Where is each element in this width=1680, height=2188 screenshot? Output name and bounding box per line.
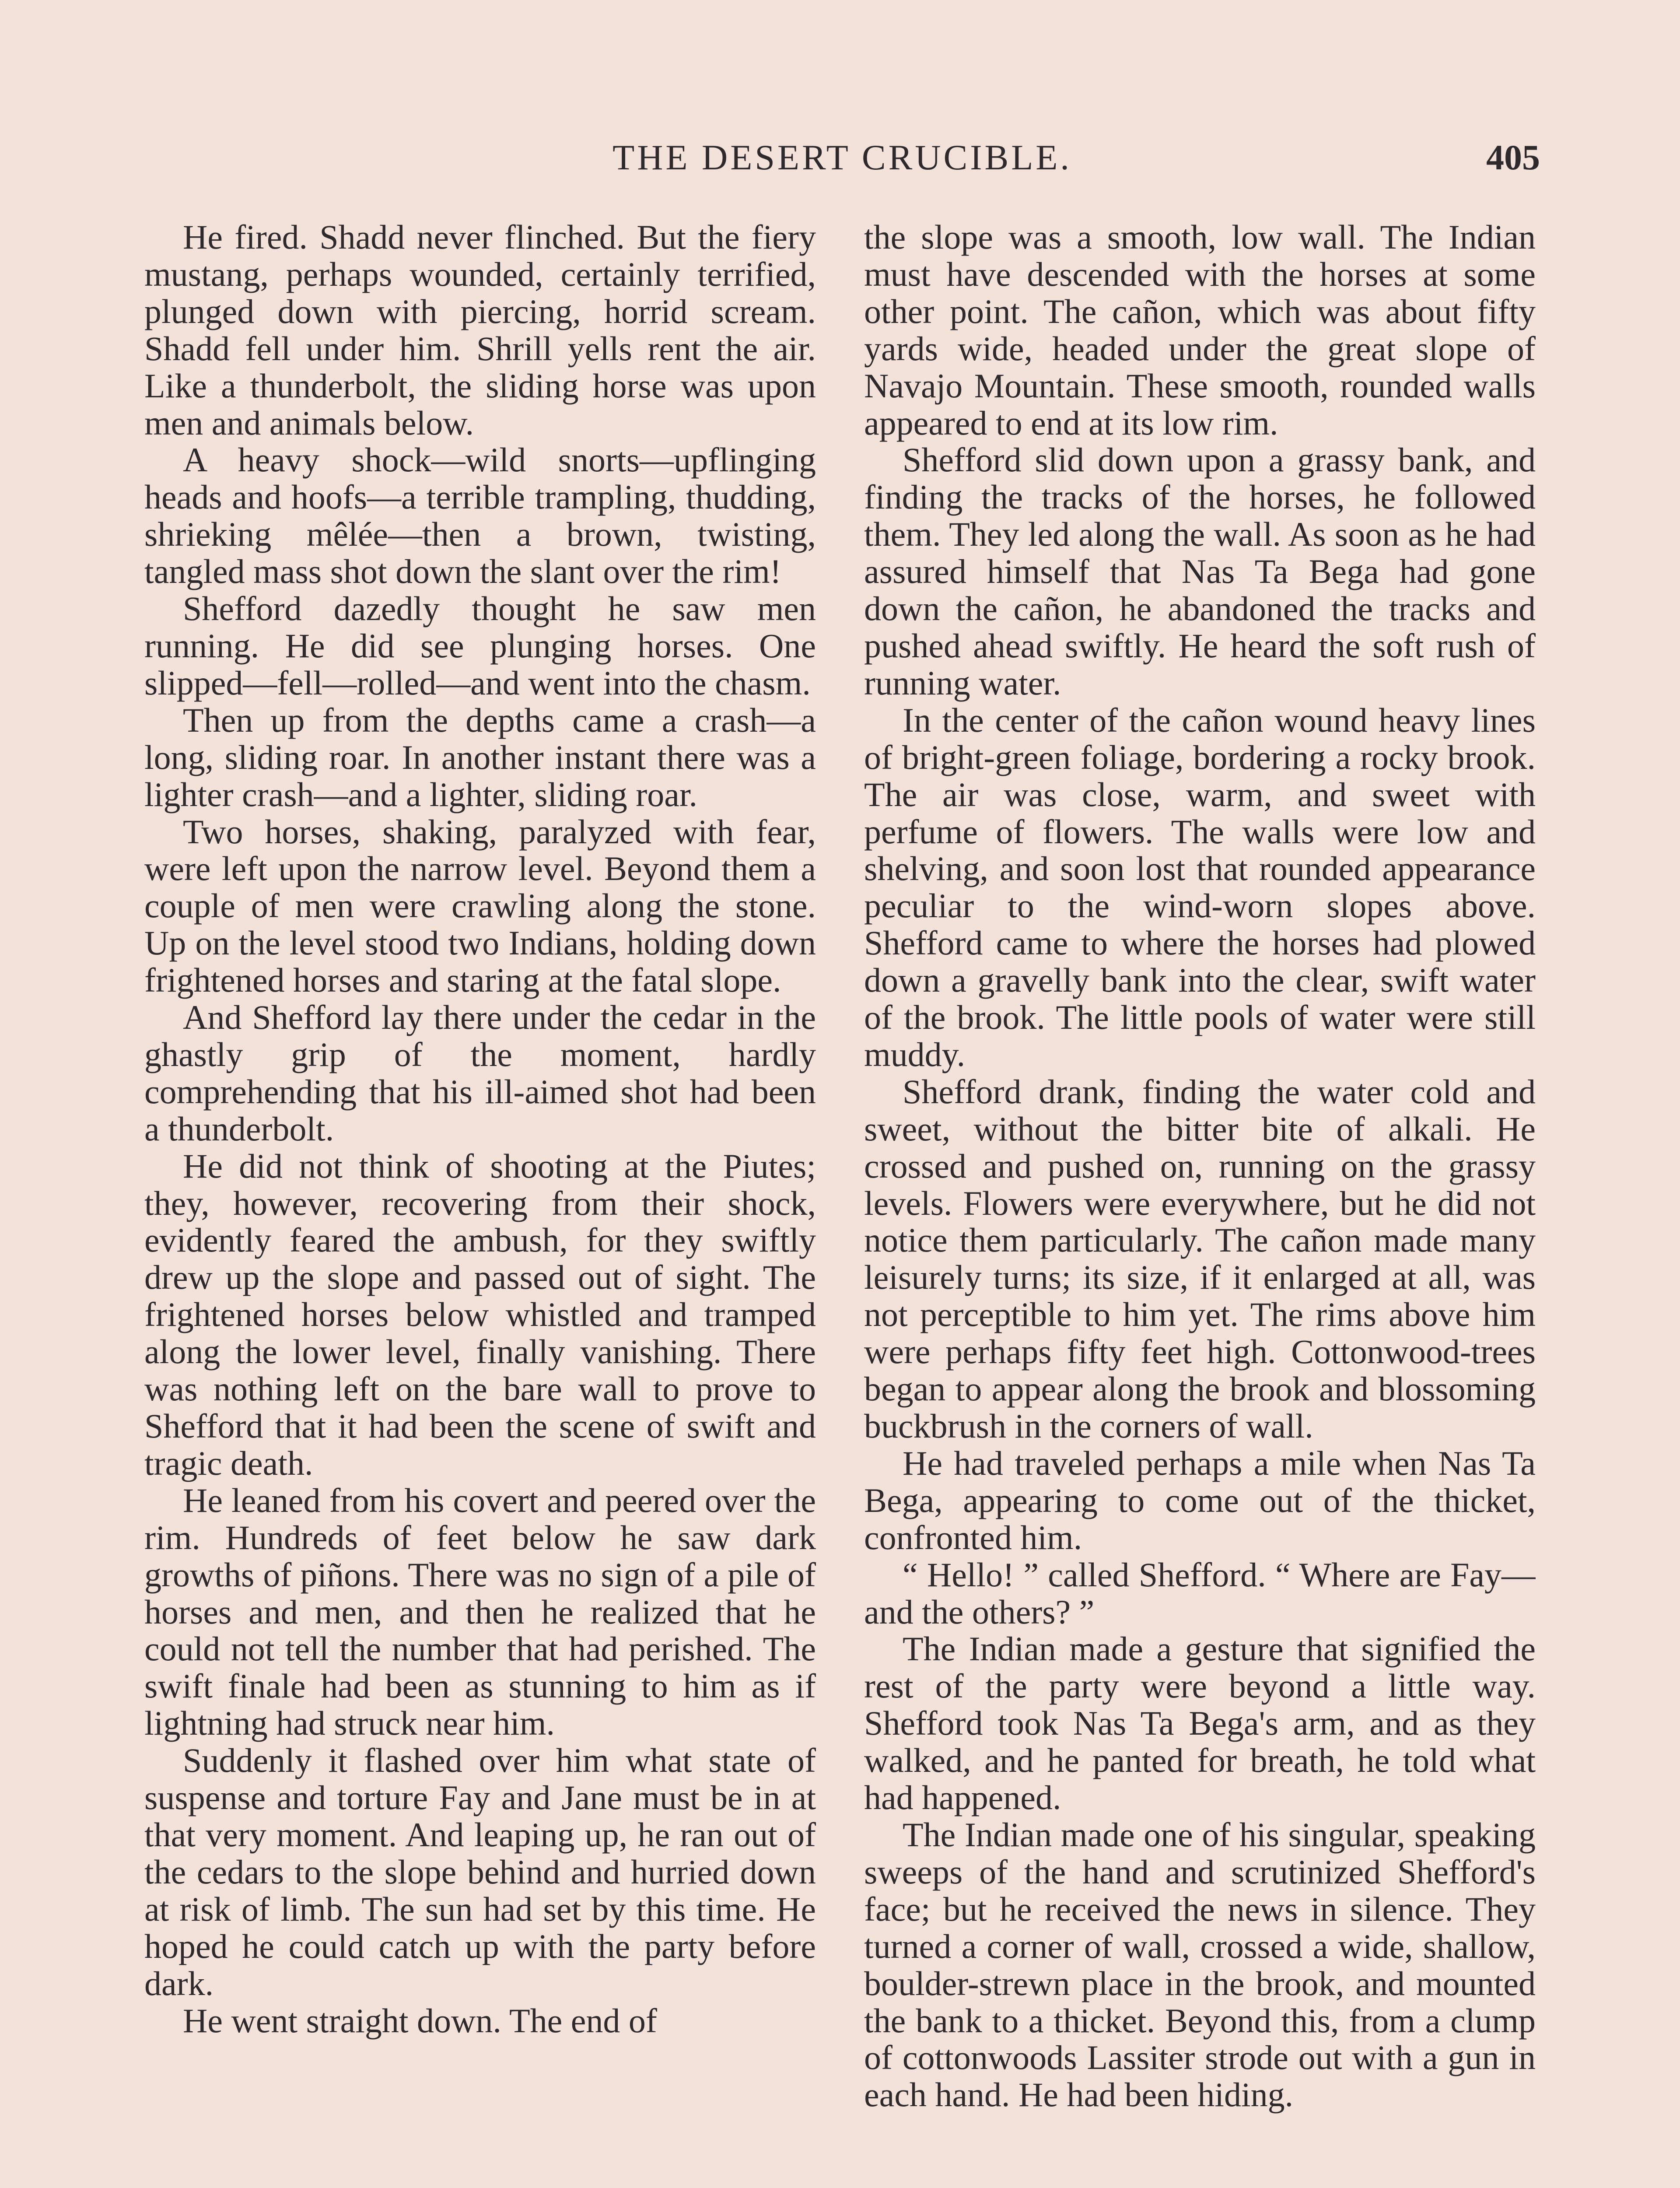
paragraph: Two horses, shaking, paralyzed with fear, were left upon the narrow level. Beyond them a couple of men were crawling along the stone. Up on the level stood two Indians, holding down frightened horses and staring at the fatal slope. bbox=[144, 812, 816, 999]
paragraph: Shefford dazedly thought he saw men running. He did see plunging horses. One slipped—fell—rolled—and went into the chasm. bbox=[144, 589, 816, 702]
paragraph: Shefford slid down upon a grassy bank, and finding the tracks of the horses, he followed them. They led along the wall. As soon as he had assured himself that Nas Ta Bega had gone down the cañon, he abandoned the tracks and pushed ahead swiftly. He heard the soft rush of running water. bbox=[864, 441, 1536, 702]
page-number: 405 bbox=[1486, 137, 1540, 177]
paragraph: Suddenly it flashed over him what state of suspense and torture Fay and Jane must be in at that very moment. And leaping up, he ran out of the cedars to the slope behind and hurried down at risk of limb. The sun had set by this time. He hoped he could catch up with the party before dark. bbox=[144, 1741, 816, 2002]
paragraph: He went straight down. The end of bbox=[183, 2001, 657, 2040]
paragraph: He leaned from his covert and peered over the rim. Hundreds of feet below he saw dark growths of piñons. There was no sign of a pile of horses and men, and then he realized that he could not tell the number that had perished. The swift finale had been as stunning to him as if lightning had struck near him. bbox=[144, 1481, 816, 1743]
left-column bbox=[144, 219, 816, 2188]
right-column bbox=[864, 219, 1536, 2188]
paragraph: In the center of the cañon wound heavy lines of bright-green foliage, bordering a rocky brook. The air was close, warm, and sweet with perfume of flowers. The walls were low and shelving, and soon lost that rounded appearance peculiar to the wind-worn slopes above. Shefford came to where the horses had plowed down a gravelly bank into the clear, swift water of the brook. The little pools of water were still muddy. bbox=[864, 701, 1536, 1073]
paragraph: Then up from the depths came a crash—a long, sliding roar. In another instant there was a lighter crash—and a lighter, sliding roar. bbox=[144, 701, 816, 813]
paragraph: He had traveled perhaps a mile when Nas Ta Bega, appearing to come out of the thicket, confronted him. bbox=[864, 1444, 1536, 1557]
dialogue-paragraph: “ Hello! ” called Shefford. “ Where are Fay—and the others? ” bbox=[864, 1555, 1536, 1631]
running-title: THE DESERT CRUCIBLE. bbox=[612, 137, 1072, 177]
paragraph: Shefford drank, finding the water cold and sweet, without the bitter bite of alkali. He crossed and pushed on, running on the grassy levels. Flowers were everywhere, but he did not notice them particularly. The cañon made many leisurely turns; its size, if it enlarged at all, was not perceptible to him yet. The rims above him were perhaps fifty feet high. Cottonwood-trees began to appear along the brook and blossoming buckbrush in the corners of wall. bbox=[864, 1072, 1536, 1445]
paragraph: A heavy shock—wild snorts—upflinging heads and hoofs—a terrible trampling, thudding, shrieking mêlée—then a brown, twisting, tangled mass shot down the slant over the rim! bbox=[144, 441, 816, 591]
paragraph: The Indian made a gesture that signified the rest of the party were beyond a little way. Shefford took Nas Ta Bega's arm, and as they walked, and he panted for breath, he told what had happened. bbox=[864, 1630, 1536, 1817]
paragraph-continuation: the slope was a smooth, low wall. The Indian must have descended with the horses at some other point. The cañon, which was about fifty yards wide, headed under the great slope of Navajo Mountain. These smooth, rounded walls appeared to end at its low rim. bbox=[864, 219, 1536, 442]
paragraph: The Indian made one of his singular, speaking sweeps of the hand and scrutinized Shefford's face; but he received the news in silence. They turned a corner of wall, crossed a wide, shallow, boulder-strewn place in the brook, and mounted the bank to a thicket. Beyond this, from a clump of cottonwoods Lassiter strode out with a gun in each hand. He had been hiding. bbox=[864, 1815, 1536, 2114]
paragraph: He fired. Shadd never flinched. But the fiery mustang, perhaps wounded, certainly terrified, plunged down with piercing, horrid scream. Shadd fell under him. Shrill yells rent the air. Like a thunderbolt, the sliding horse was upon men and animals below. bbox=[144, 219, 816, 442]
paragraph: And Shefford lay there under the cedar in the ghastly grip of the moment, hardly comprehending that his ill-aimed shot had been a thunderbolt. bbox=[144, 998, 816, 1148]
running-header bbox=[144, 131, 1540, 184]
paragraph: He did not think of shooting at the Piutes; they, however, recovering from their shock, evidently feared the ambush, for they swiftly drew up the slope and passed out of sight. The frightened horses below whistled and tramped along the lower level, finally vanishing. There was nothing left on the bare wall to prove to Shefford that it had been the scene of swift and tragic death. bbox=[144, 1147, 816, 1482]
